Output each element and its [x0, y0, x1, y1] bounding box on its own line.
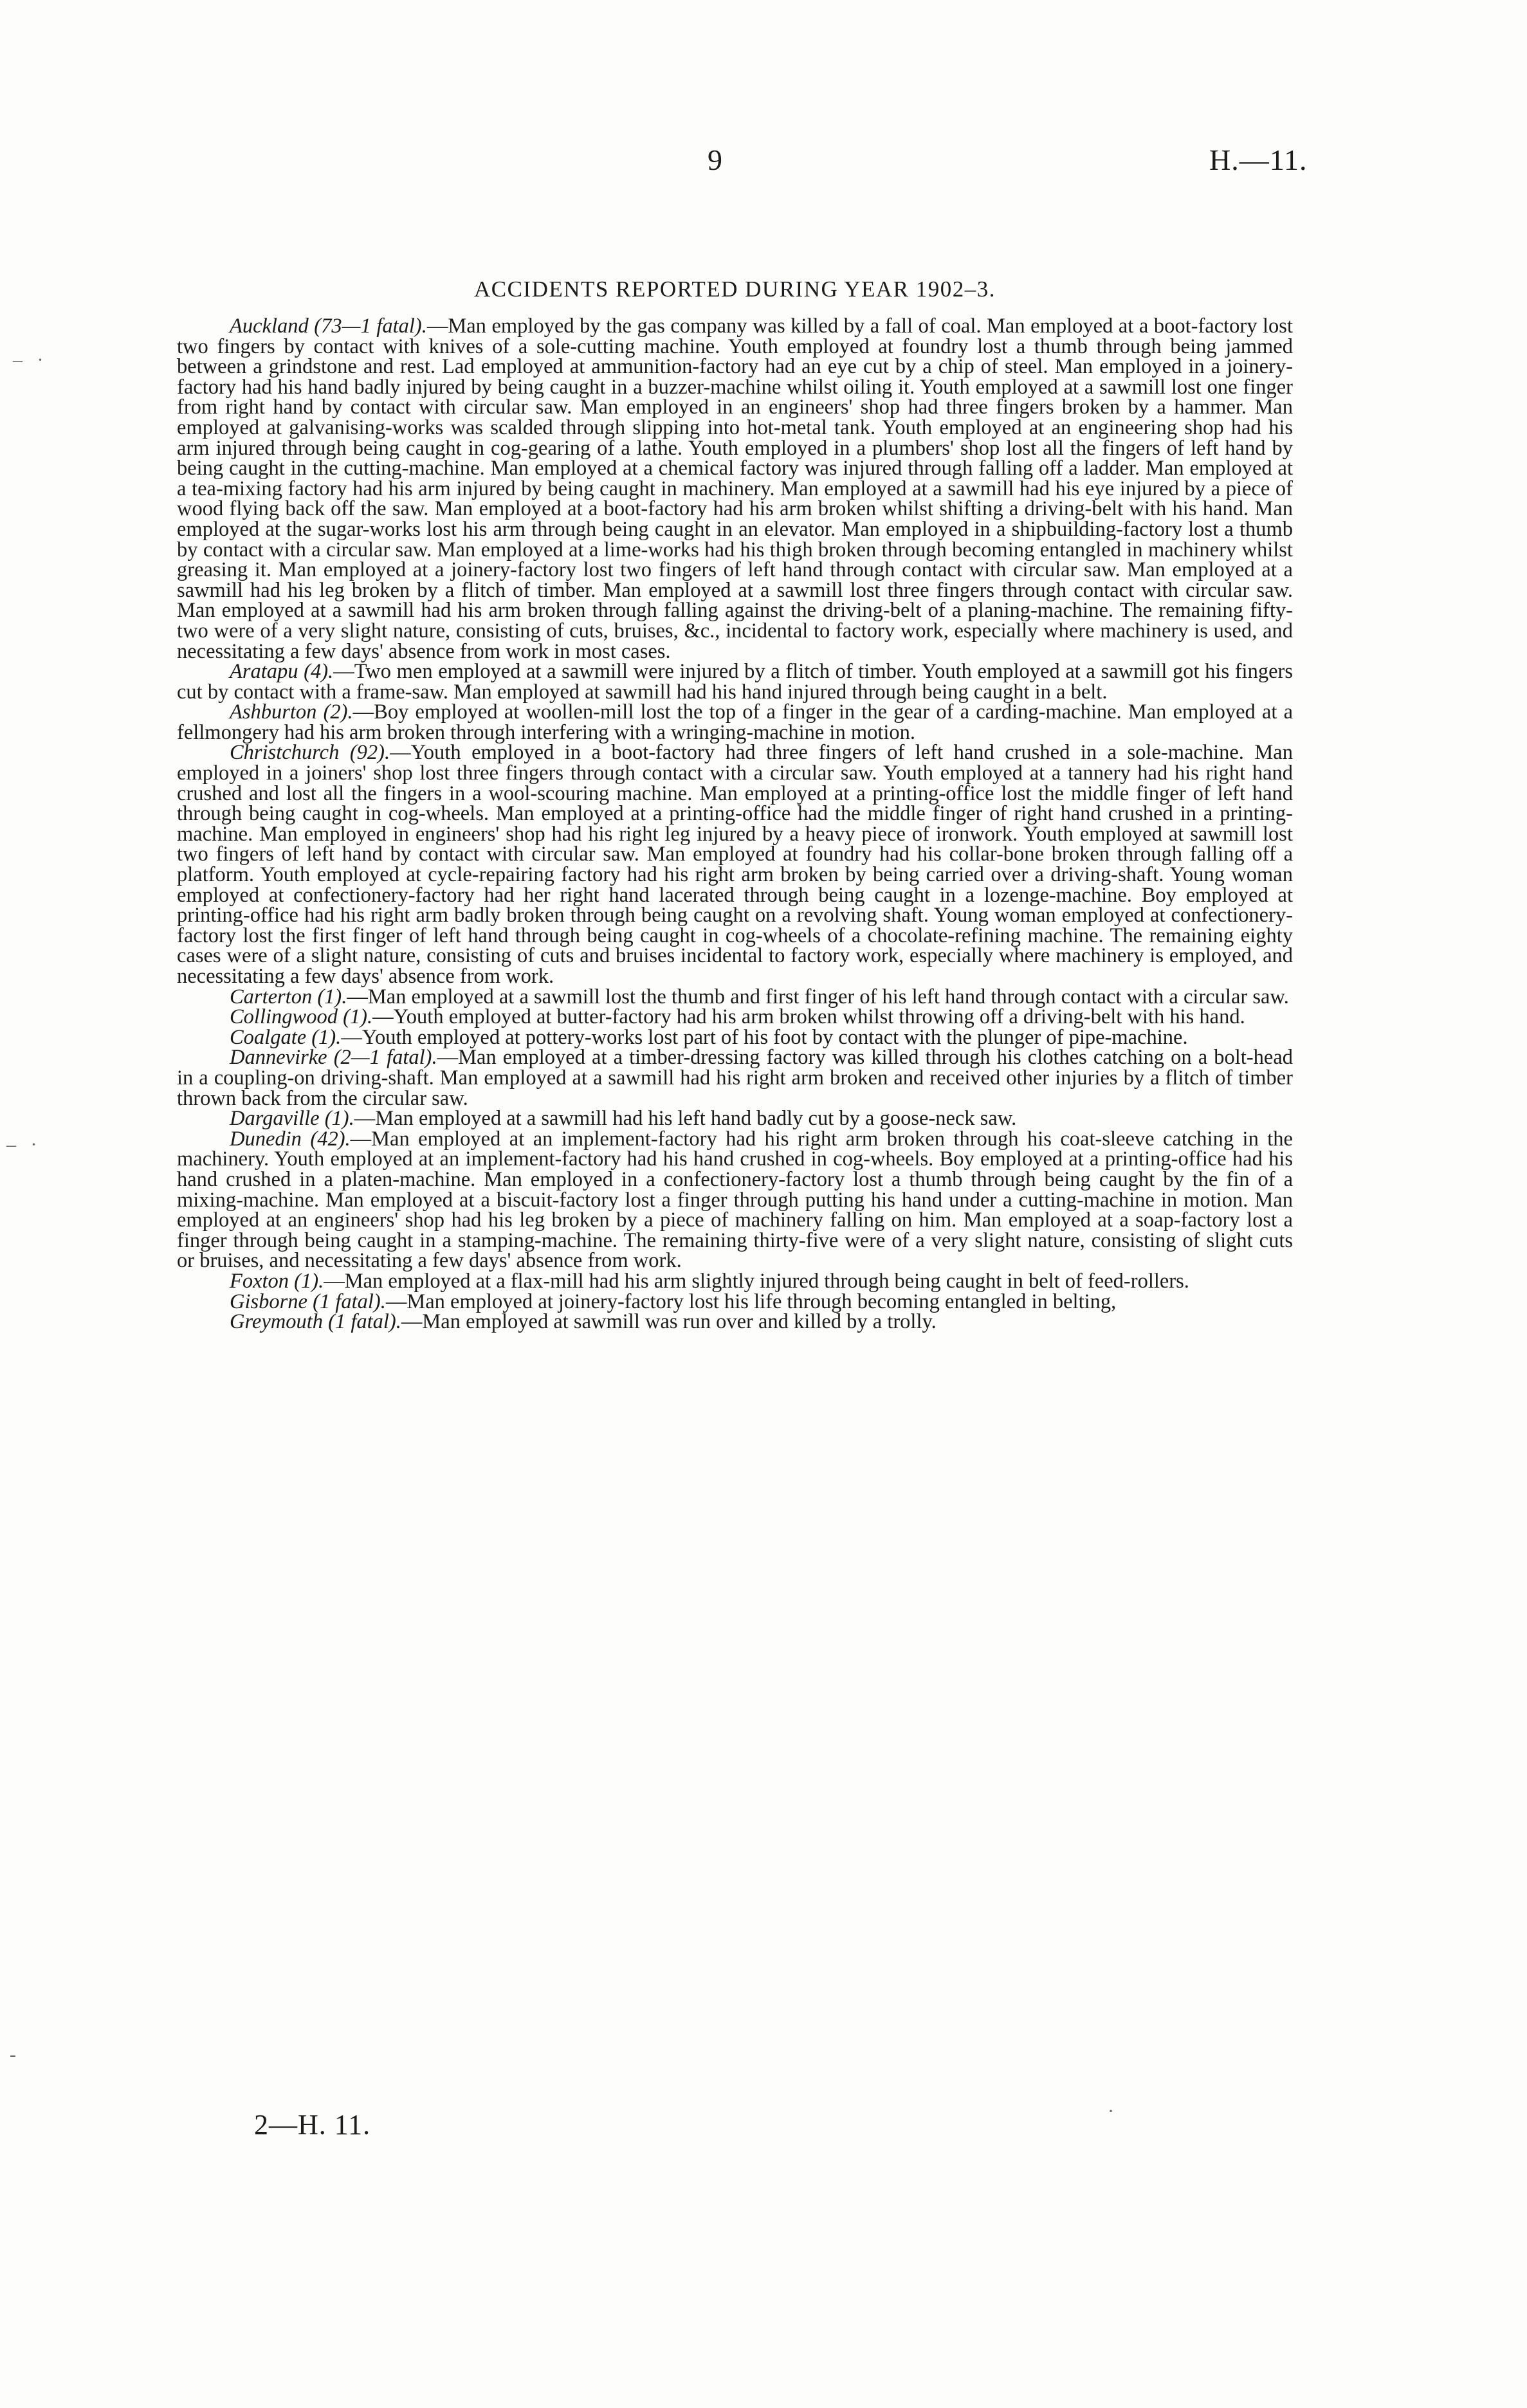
entry-dargaville [177, 1109, 1293, 1129]
signature-mark: 2—H. 11. [254, 2109, 371, 2140]
entry-text: —Man employed at sawmill was run over and killed by a trolly. [401, 1310, 937, 1334]
place-name: Ashburton (2). [230, 700, 353, 724]
place-name: Dunedin (42). [230, 1127, 351, 1151]
entry-text: —Man employed at a flax-mill had his arm slightly injured through being caught in belt of feed-rollers. [324, 1269, 1189, 1293]
document-reference: H.—11. [1209, 143, 1308, 176]
entry-text: —Youth employed in a boot-factory had three fingers of left hand crushed in a sole-machine. Man employed in a joiners' shop lost three fingers through contact with a circular saw. Youth employed at a tannery had his right hand crushed and lost all the fingers in a wool-scouring machine. Man employed at a printing-office lost the middle finger of left hand through being caught in cog-wheels. Man employed at a printing-office had the middle finger of right hand crushed in a printing-machine. Man employed in engineers' shop had his right leg injured by a heavy piece of ironwork. Youth employed at sawmill lost two fingers of left hand by contact with circular saw. Man employed at foundry had his collar-bone broken through falling off a platform. Youth employed at cycle-repairing factory had his right arm broken by being carried over a driving-shaft. Young woman employed at confectionery-factory had her right hand lacerated through being caught in a lozenge-machine. Boy employed at printing-office had his right arm badly broken through being caught on a revolving shaft. Young woman employed at confectionery-factory lost the first finger of left hand through being caught in cog-wheels of a chocolate-refining machine. The remaining eighty cases were of a slight nature, consisting of cuts and bruises incidental to factory work, especially where machinery is employed, and necessitating a few days' absence from work. [177, 741, 1293, 988]
place-name: Christchurch (92). [230, 741, 390, 765]
place-name: Collingwood (1). [230, 1005, 373, 1029]
margin-scan-mark: · [1108, 2101, 1114, 2122]
entry-christchurch [177, 743, 1293, 987]
place-name: Foxton (1). [230, 1269, 324, 1293]
entry-text: —Two men employed at a sawmill were injured by a flitch of timber. Youth employed at a sawmill got his fingers cut by contact with a frame-saw. Man employed at sawmill had his hand injured through being caught in a belt. [177, 660, 1293, 704]
entry-text: —Youth employed at butter-factory had his arm broken whilst throwing off a driving-belt with his hand. [372, 1005, 1245, 1029]
entry-coalgate [177, 1025, 1293, 1049]
entry-dunedin [177, 1129, 1293, 1272]
entry-text: —Man employed at a sawmill lost the thumb and first finger of his left hand through contact with a circular saw. [347, 985, 1289, 1008]
entry-collingwood [177, 1007, 1293, 1028]
entry-text: —Man employed by the gas company was killed by a fall of coal. Man employed at a boot-factory lost two fingers by contact with knives of a sole-cutting machine. Youth employed at foundry lost a thumb through being jammed between a grindstone and rest. Lad employed at ammunition-factory had an eye cut by a chip of steel. Man employed in a joinery-factory had his hand badly injured by being caught in a buzzer-machine whilst oiling it. Youth employed at a sawmill lost one finger from right hand by contact with circular saw. Man employed in an engineers' shop had three fingers broken by a hammer. Man employed at galvanising-works was scalded through slipping into hot-metal tank. Youth employed at an engineering shop had his arm injured through being caught in cog-gearing of a lathe. Youth employed in a plumbers' shop lost all the fingers of left hand by being caught in the cutting-machine. Man employed at a chemical factory was injured through falling off a ladder. Man employed at a tea-mixing factory had his arm injured by being caught in machinery. Man employed at a sawmill had his eye injured by a piece of wood flying back off the saw. Man employed at a boot-factory had his arm broken whilst shifting a driving-belt with his hand. Man employed at the sugar-works lost his arm through being caught in an elevator. Man employed in a shipbuilding-factory lost a thumb by contact with a circular saw. Man employed at a lime-works had his thigh broken through becoming entangled in machinery whilst greasing it. Man employed at a joinery-factory lost two fingers of left hand through contact with circular saw. Man employed at a sawmill had his leg broken by a flitch of timber. Man employed at a sawmill lost three fingers through contact with circular saw. Man employed at a sawmill had his arm broken through falling against the driving-belt of a planing-machine. The remaining fifty-two were of a very slight nature, consisting of cuts, bruises, &c., incidental to factory work, especially where machinery is used, and necessitating a few days' absence from work in most cases. [177, 315, 1293, 663]
page-number: 9 [708, 143, 722, 176]
entry-text: —Youth employed at pottery-works lost part of his foot by contact with the plunger of pipe-machine. [341, 1025, 1188, 1049]
entry-greymouth [177, 1312, 1293, 1333]
margin-scan-mark: - [10, 2044, 16, 2065]
entry-dannevirke [177, 1048, 1293, 1109]
section-heading: ACCIDENTS REPORTED DURING YEAR 1902–3. [474, 277, 996, 302]
entry-text: —Man employed at a timber-dressing factory was killed through his clothes catching on a bolt-head in a coupling-on driving-shaft. Man employed at a sawmill had his right arm broken and received other injuries by a flitch of timber thrown back from the circular saw. [177, 1046, 1293, 1110]
entry-text: —Boy employed at woollen-mill lost the top of a finger in the gear of a carding-machine. Man employed at a fellmongery had his arm broken through interfering with a wringing-machine in motion. [177, 700, 1294, 744]
place-name: Gisborne (1 fatal). [230, 1290, 386, 1313]
accident-report-body [177, 316, 1293, 1333]
place-name: Coalgate (1). [230, 1025, 342, 1049]
place-name: Aratapu (4). [230, 660, 334, 684]
place-name: Dannevirke (2—1 fatal). [230, 1046, 437, 1070]
entry-ashburton [177, 702, 1293, 743]
place-name: Carterton (1). [230, 985, 347, 1008]
margin-scan-mark: – · [6, 1134, 37, 1155]
entry-gisborne [177, 1292, 1293, 1313]
place-name: Auckland (73—1 fatal). [230, 315, 427, 338]
entry-text: —Man employed at joinery-factory lost his life through becoming entangled in belting, [385, 1290, 1117, 1313]
margin-scan-mark: – · [13, 349, 44, 370]
entry-carterton [177, 987, 1293, 1008]
entry-auckland [177, 316, 1293, 662]
entry-text: —Man employed at an implement-factory had his right arm broken through his coat-sleeve catching in the machinery. Youth employed at an implement-factory had his hand crushed in cog-wheels. Boy employed at a printing-office had his hand crushed in a platen-machine. Man employed in a confectionery-factory lost a thumb through being caught by the fin of a mixing-machine. Man employed at a biscuit-factory lost a finger through putting his hand under a cutting-machine in motion. Man employed at an engineers' shop had his leg broken by a piece of machinery falling on him. Man employed at a soap-factory lost a finger through being caught in a stamping-machine. The remaining thirty-five were of a very slight nature, consisting of slight cuts or bruises, and necessitating a few days' absence from work. [177, 1127, 1293, 1273]
entry-text: —Man employed at a sawmill had his left hand badly cut by a goose-neck saw. [354, 1107, 1017, 1131]
place-name: Greymouth (1 fatal). [230, 1310, 401, 1334]
entry-aratapu [177, 662, 1293, 702]
place-name: Dargaville (1). [230, 1107, 354, 1131]
entry-foxton [177, 1269, 1293, 1293]
